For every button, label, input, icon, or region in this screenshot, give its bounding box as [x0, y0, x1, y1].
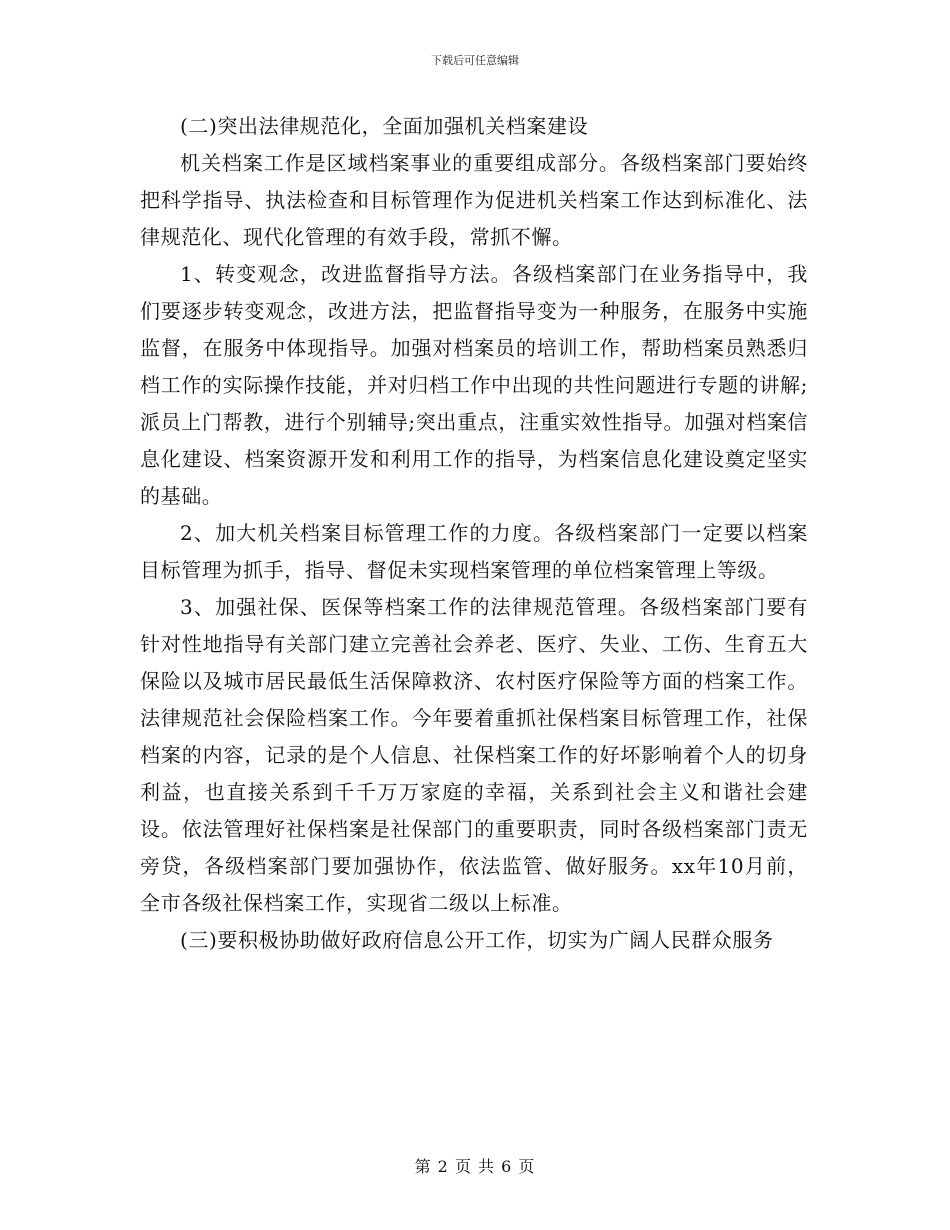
page-header-note: 下载后可任意编辑	[431, 54, 519, 67]
list-item-1: 1、转变观念，改进监督指导方法。各级档案部门在业务指导中，我们要逐步转变观念，改进方法，把监督指导变为一种服务，在服务中实施监督，在服务中体现指导。加强对档案员的培训工作，帮助档案员熟悉归档工作的实际操作技能，并对归档工作中出现的共性问题进行专题的讲解;派员上门帮教，进行个别辅导;突出重点，注重实效性指导。加强对档案信息化建设、档案资源开发和利用工作的指导，为档案信息化建设奠定坚实的基础。	[140, 262, 808, 508]
body-paragraph: 机关档案工作是区域档案事业的重要组成部分。各级档案部门要始终把科学指导、执法检查和目标管理作为促进机关档案工作达到标准化、法律规范化、现代化管理的有效手段，常抓不懈。	[140, 151, 808, 249]
list-item-3: 3、加强社保、医保等档案工作的法律规范管理。各级档案部门要有针对性地指导有关部门建立完善社会养老、医疗、失业、工伤、生育五大保险以及城市居民最低生活保障救济、农村医疗保险等方面的档案工作。法律规范社会保险档案工作。今年要着重抓社保档案目标管理工作，社保档案的内容，记录的是个人信息、社保档案工作的好坏影响着个人的切身利益，也直接关系到千千万万家庭的幸福，关系到社会主义和谐社会建设。依法管理好社保档案是社保部门的重要职责，同时各级档案部门责无旁贷，各级档案部门要加强协作，依法监管、做好服务。xx年10月前，全市各级社保档案工作，实现省二级以上标准。	[140, 595, 808, 915]
list-item-2: 2、加大机关档案目标管理工作的力度。各级档案部门一定要以档案目标管理为抓手，指导、督促未实现档案管理的单位档案管理上等级。	[140, 521, 808, 582]
document-body	[140, 108, 808, 959]
section-heading-2: (二)突出法律规范化，全面加强机关档案建设	[180, 114, 589, 138]
page-number: 第 2 页 共 6 页	[414, 1157, 536, 1176]
section-heading-3: (三)要积极协助做好政府信息公开工作，切实为广阔人民群众服务	[180, 928, 774, 952]
